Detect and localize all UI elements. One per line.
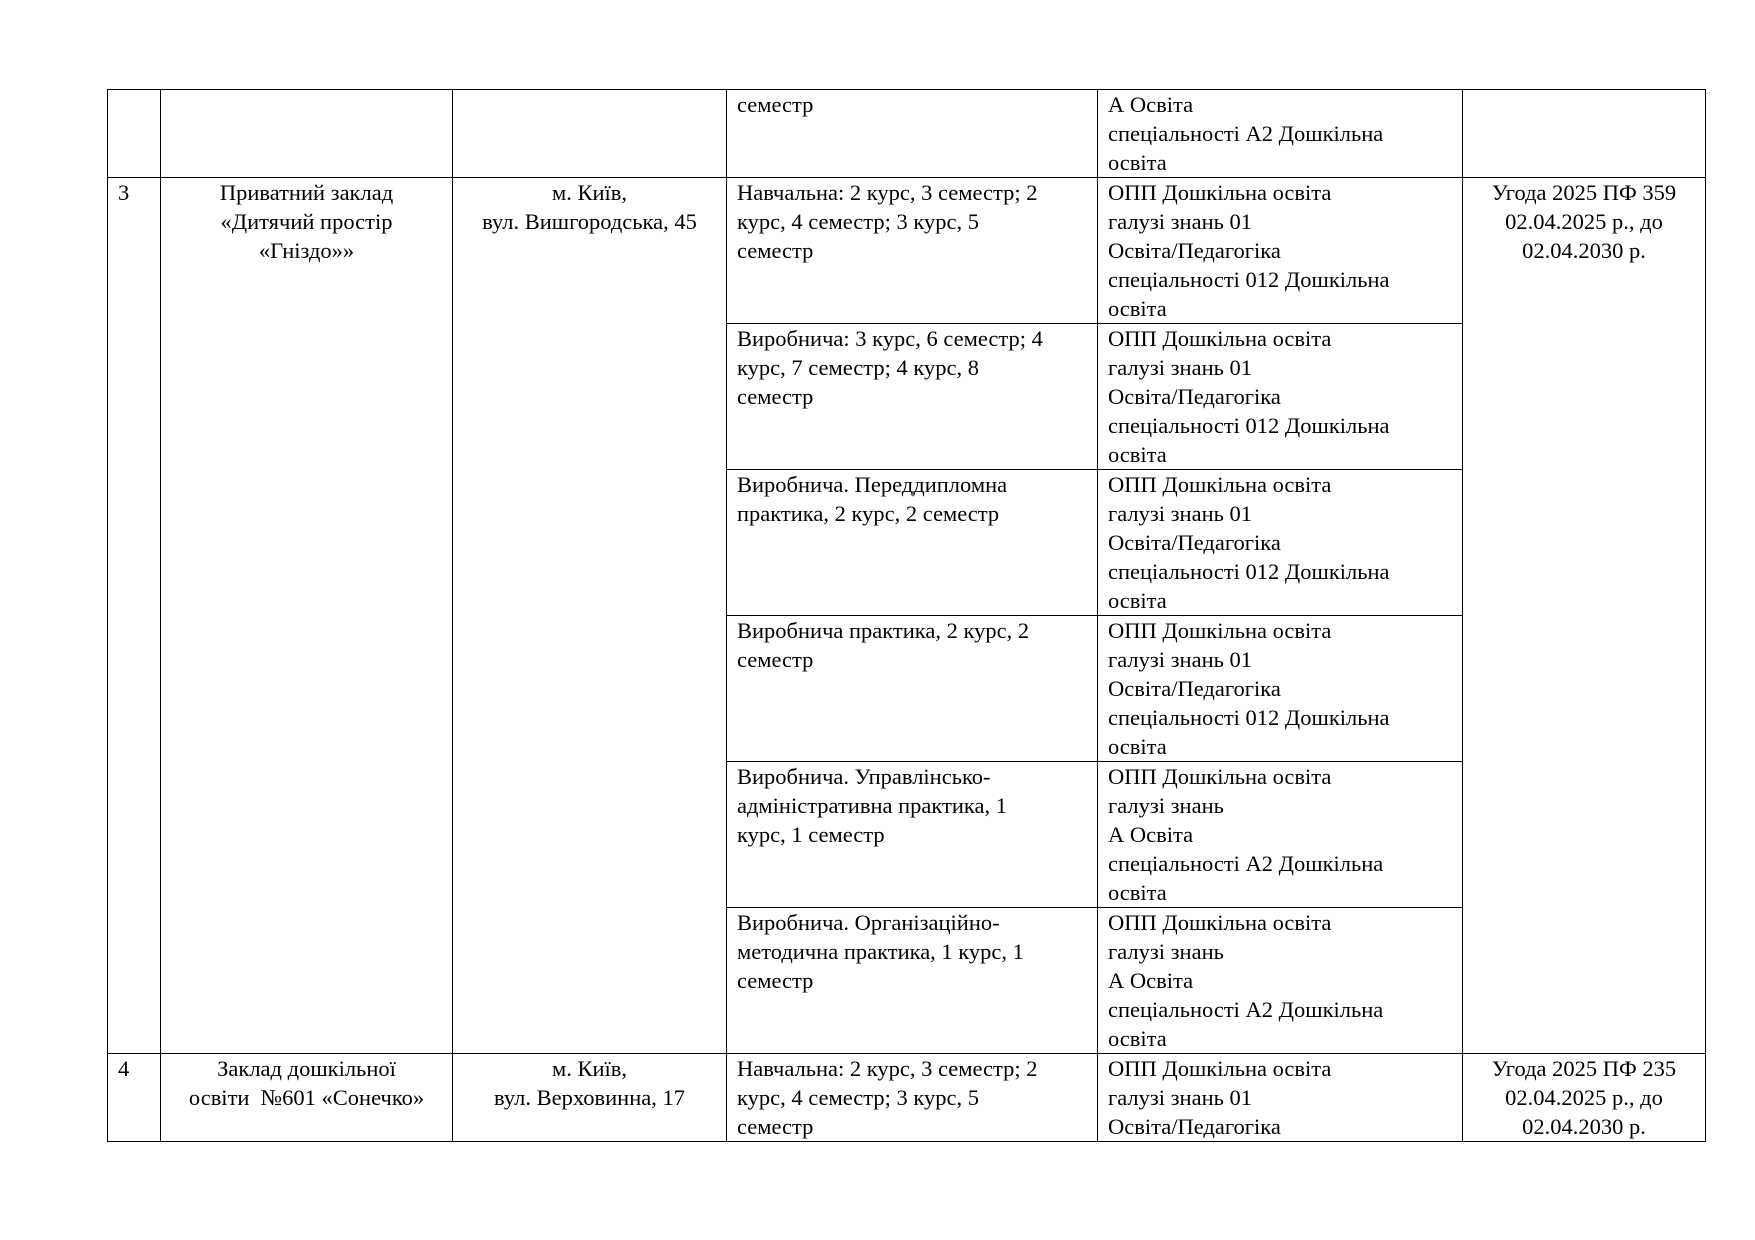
row-number-cell bbox=[108, 1054, 161, 1142]
practice-line: Виробнича: 3 курс, 6 семестр; 4 bbox=[737, 326, 1043, 351]
table-row bbox=[108, 1054, 1706, 1142]
row-number-cell bbox=[108, 178, 161, 1054]
program-cell bbox=[1098, 1054, 1463, 1142]
program-cell bbox=[1098, 616, 1463, 762]
program-line: галузі знань bbox=[1108, 793, 1224, 818]
row-number: 4 bbox=[118, 1056, 130, 1081]
program-line: спеціальності 012 Дошкільна bbox=[1108, 267, 1390, 292]
institution-cell bbox=[161, 90, 453, 178]
practice-cell bbox=[727, 90, 1098, 178]
program-line: освіта bbox=[1108, 734, 1167, 759]
address-line: м. Київ, bbox=[551, 180, 628, 205]
program-line: галузі знань 01 bbox=[1108, 647, 1252, 672]
program-line: галузі знань 01 bbox=[1108, 209, 1252, 234]
program-line: ОПП Дошкільна освіта bbox=[1108, 326, 1332, 351]
program-line: Освіта/Педагогіка bbox=[1108, 238, 1281, 263]
practice-cell bbox=[727, 178, 1098, 324]
program-line: А Освіта bbox=[1108, 92, 1194, 117]
institution-line: «Дитячий простір bbox=[220, 209, 393, 234]
address-line: вул. Верховинна, 17 bbox=[494, 1085, 685, 1110]
program-cell bbox=[1098, 90, 1463, 178]
practice-line: курс, 4 семестр; 3 курс, 5 bbox=[737, 1085, 979, 1110]
practice-line: Навчальна: 2 курс, 3 семестр; 2 bbox=[737, 180, 1038, 205]
practice-line: Навчальна: 2 курс, 3 семестр; 2 bbox=[737, 1056, 1038, 1081]
practice-cell bbox=[727, 1054, 1098, 1142]
practice-line: курс, 4 семестр; 3 курс, 5 bbox=[737, 209, 979, 234]
practice-line: семестр bbox=[737, 384, 814, 409]
practice-line: семестр bbox=[737, 968, 814, 993]
program-cell bbox=[1098, 178, 1463, 324]
agreement-cell bbox=[1463, 90, 1706, 178]
table-row bbox=[108, 90, 1706, 178]
program-line: освіта bbox=[1108, 588, 1167, 613]
program-cell bbox=[1098, 762, 1463, 908]
institution-line: Приватний заклад bbox=[219, 180, 394, 205]
program-line: ОПП Дошкільна освіта bbox=[1108, 618, 1332, 643]
program-line: галузі знань 01 bbox=[1108, 355, 1252, 380]
institution-cell bbox=[161, 178, 453, 1054]
agreement-cell bbox=[1463, 178, 1706, 1054]
practice-line: семестр bbox=[737, 238, 814, 263]
practice-line: методична практика, 1 курс, 1 bbox=[737, 939, 1024, 964]
program-line: освіта bbox=[1108, 442, 1167, 467]
address-line: м. Київ, bbox=[551, 1056, 628, 1081]
program-cell bbox=[1098, 324, 1463, 470]
practice-cell bbox=[727, 908, 1098, 1054]
agreement-line: 02.04.2025 р., до bbox=[1505, 1085, 1663, 1110]
practice-cell bbox=[727, 470, 1098, 616]
row-number-cell bbox=[108, 90, 161, 178]
program-cell bbox=[1098, 470, 1463, 616]
program-line: спеціальності А2 Дошкільна bbox=[1108, 851, 1384, 876]
agreement-line: Угода 2025 ПФ 359 bbox=[1491, 180, 1677, 205]
address-line: вул. Вишгородська, 45 bbox=[482, 209, 697, 234]
practice-line: семестр bbox=[737, 647, 814, 672]
table-row bbox=[108, 178, 1706, 324]
program-line: спеціальності А2 Дошкільна bbox=[1108, 997, 1384, 1022]
program-line: галузі знань bbox=[1108, 939, 1224, 964]
practice-line: курс, 7 семестр; 4 курс, 8 bbox=[737, 355, 979, 380]
practice-line: адміністративна практика, 1 bbox=[737, 793, 1007, 818]
practice-line: Виробнича. Управлінсько- bbox=[737, 764, 991, 789]
agreement-line: 02.04.2030 р. bbox=[1522, 238, 1646, 263]
program-line: освіта bbox=[1108, 1026, 1167, 1051]
address-cell bbox=[453, 178, 727, 1054]
agreement-cell bbox=[1463, 1054, 1706, 1142]
practice-line: курс, 1 семестр bbox=[737, 822, 885, 847]
program-line: А Освіта bbox=[1108, 968, 1194, 993]
document-page bbox=[107, 89, 1705, 1142]
program-line: спеціальності А2 Дошкільна bbox=[1108, 121, 1384, 146]
program-line: спеціальності 012 Дошкільна bbox=[1108, 413, 1390, 438]
program-line: Освіта/Педагогіка bbox=[1108, 384, 1281, 409]
institution-line: «Гніздо»» bbox=[258, 238, 355, 263]
institution-line: освіти №601 «Сонечко» bbox=[188, 1085, 425, 1110]
practice-line: семестр bbox=[737, 1114, 814, 1139]
program-line: ОПП Дошкільна освіта bbox=[1108, 764, 1332, 789]
practice-line: практика, 2 курс, 2 семестр bbox=[737, 501, 1000, 526]
program-line: галузі знань 01 bbox=[1108, 1085, 1252, 1110]
institution-cell bbox=[161, 1054, 453, 1142]
program-line: А Освіта bbox=[1108, 822, 1194, 847]
program-line: освіта bbox=[1108, 150, 1167, 175]
practice-cell bbox=[727, 324, 1098, 470]
program-line: освіта bbox=[1108, 296, 1167, 321]
row-number: 3 bbox=[118, 180, 130, 205]
program-line: галузі знань 01 bbox=[1108, 501, 1252, 526]
practice-cell bbox=[727, 616, 1098, 762]
practice-line: семестр bbox=[737, 92, 814, 117]
agreement-line: 02.04.2025 р., до bbox=[1505, 209, 1663, 234]
program-line: Освіта/Педагогіка bbox=[1108, 676, 1281, 701]
practice-line: Виробнича. Переддипломна bbox=[737, 472, 1008, 497]
address-cell bbox=[453, 90, 727, 178]
agreement-line: 02.04.2030 р. bbox=[1522, 1114, 1646, 1139]
address-cell bbox=[453, 1054, 727, 1142]
practice-line: Виробнича. Організаційно- bbox=[737, 910, 1000, 935]
institution-line: Заклад дошкільної bbox=[217, 1056, 396, 1081]
practice-line: Виробнича практика, 2 курс, 2 bbox=[737, 618, 1030, 643]
program-line: освіта bbox=[1108, 880, 1167, 905]
practice-bases-table bbox=[107, 89, 1706, 1142]
practice-cell bbox=[727, 762, 1098, 908]
program-line: ОПП Дошкільна освіта bbox=[1108, 472, 1332, 497]
program-line: ОПП Дошкільна освіта bbox=[1108, 180, 1332, 205]
program-line: ОПП Дошкільна освіта bbox=[1108, 910, 1332, 935]
program-line: ОПП Дошкільна освіта bbox=[1108, 1056, 1332, 1081]
program-line: Освіта/Педагогіка bbox=[1108, 1114, 1281, 1139]
program-line: спеціальності 012 Дошкільна bbox=[1108, 559, 1390, 584]
program-cell bbox=[1098, 908, 1463, 1054]
program-line: Освіта/Педагогіка bbox=[1108, 530, 1281, 555]
program-line: спеціальності 012 Дошкільна bbox=[1108, 705, 1390, 730]
agreement-line: Угода 2025 ПФ 235 bbox=[1491, 1056, 1677, 1081]
